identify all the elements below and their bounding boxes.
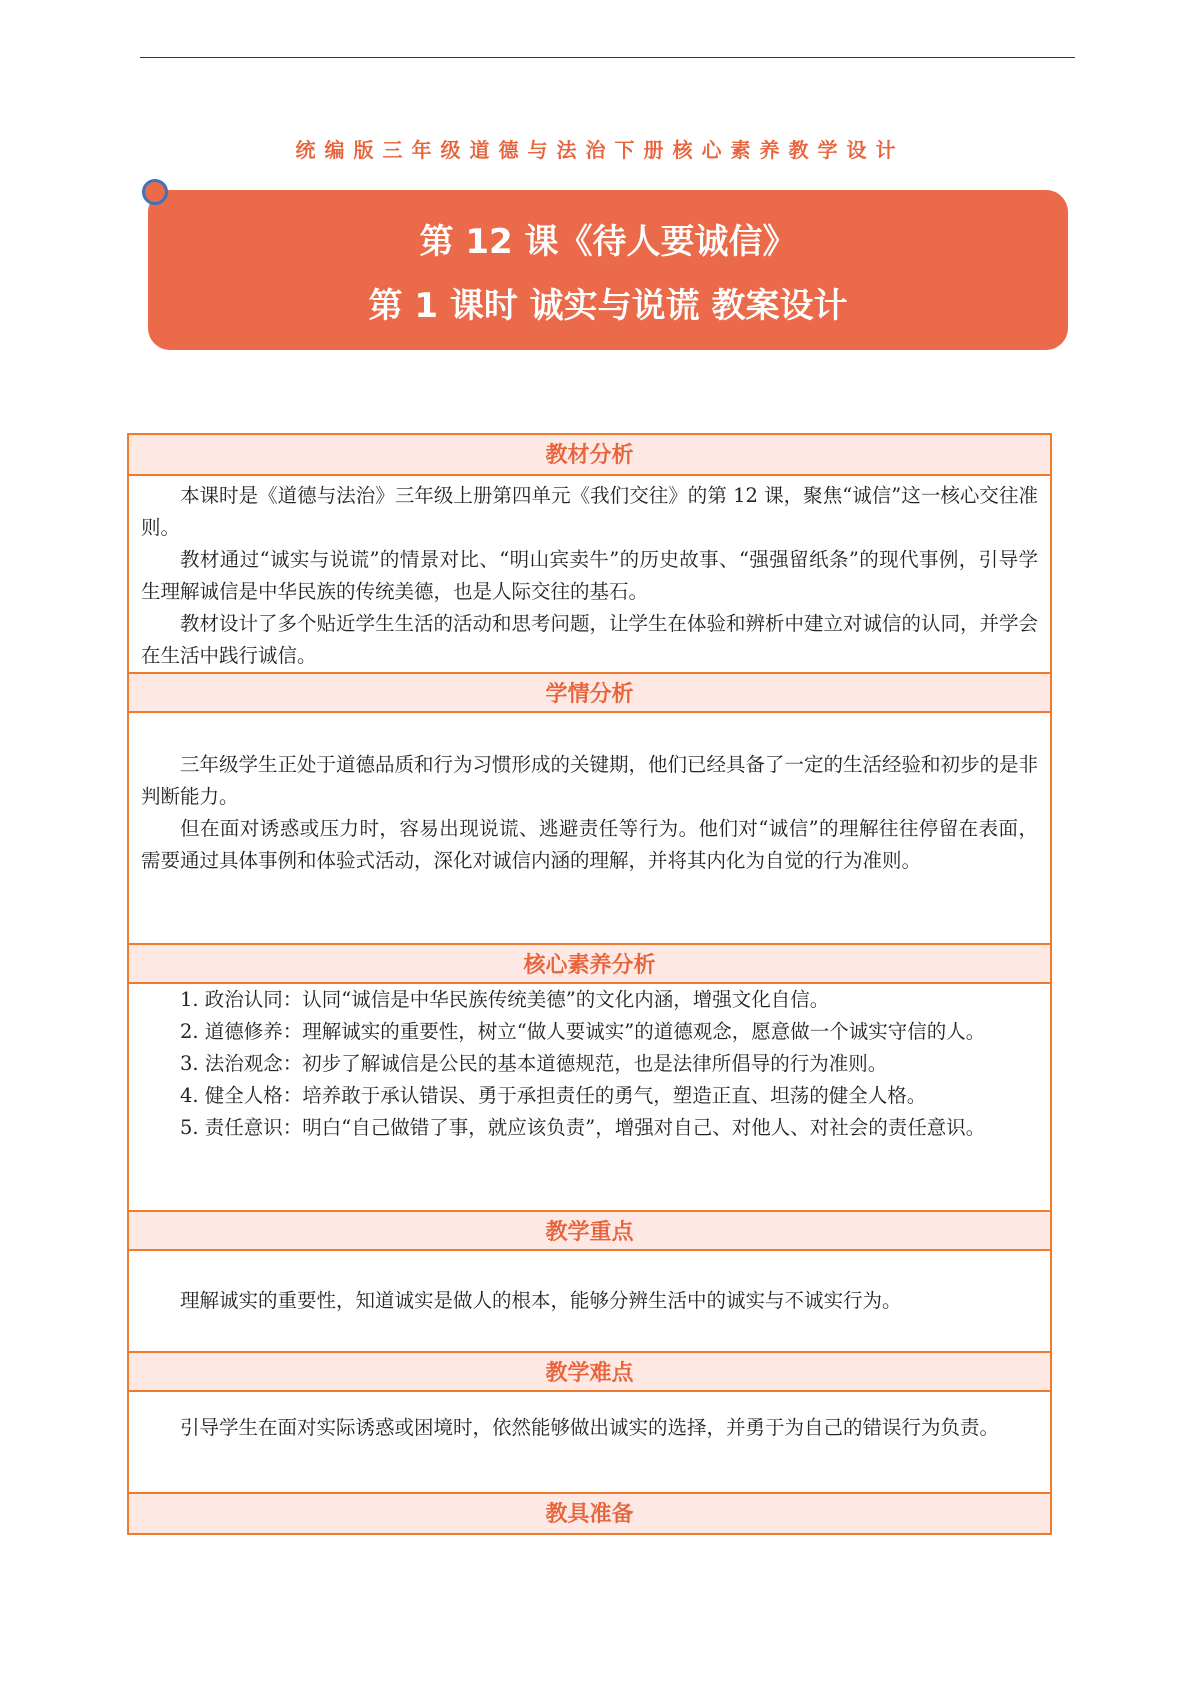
paragraph: 引导学生在面对实际诱惑或困境时，依然能够做出诚实的选择，并勇于为自己的错误行为负责。 xyxy=(180,1416,1000,1439)
section-heading-teaching-difficulty: 教学难点 xyxy=(129,1351,1050,1392)
paragraph: 教材通过“诚实与说谎”的情景对比、“明山宾卖牛”的历史故事、“强强留纸条”的现代事例，引导学生理解诚信是中华民族的传统美德，也是人际交往的基石。 xyxy=(141,548,1038,603)
list-item: 4. 健全人格：培养敢于承认错误、勇于承担责任的勇气，塑造正直、坦荡的健全人格。 xyxy=(180,1084,927,1107)
section-heading-teaching-aids: 教具准备 xyxy=(129,1492,1050,1533)
lesson-plan-table xyxy=(127,433,1052,1535)
section-heading-textbook-analysis: 教材分析 xyxy=(129,435,1050,476)
list-item: 1. 政治认同：认同“诚信是中华民族传统美德”的文化内涵，增强文化自信。 xyxy=(180,988,830,1011)
list-item: 5. 责任意识：明白“自己做错了事，就应该负责”，增强对自己、对他人、对社会的责任意识。 xyxy=(180,1116,986,1139)
section-body-core-literacy xyxy=(129,984,1050,1210)
lesson-subtitle: 第 1 课时 诚实与说谎 教案设计 xyxy=(368,286,848,326)
paragraph: 但在面对诱惑或压力时，容易出现说谎、逃避责任等行为。他们对“诚信”的理解往往停留在表面，需要通过具体事例和体验式活动，深化对诚信内涵的理解，并将其内化为自觉的行为准则。 xyxy=(141,817,1038,872)
section-heading-teaching-focus: 教学重点 xyxy=(129,1210,1050,1251)
list-item: 3. 法治观念：初步了解诚信是公民的基本道德规范，也是法律所倡导的行为准则。 xyxy=(180,1052,888,1075)
section-body-teaching-difficulty xyxy=(129,1392,1050,1492)
paragraph: 三年级学生正处于道德品质和行为习惯形成的关键期，他们已经具备了一定的生活经验和初步的是非判断能力。 xyxy=(141,753,1039,808)
series-title: 统编版三年级道德与法治下册核心素养教学设计 xyxy=(295,138,905,162)
list-item: 2. 道德修养：理解诚实的重要性，树立“做人要诚实”的道德观念，愿意做一个诚实守信的人。 xyxy=(180,1020,986,1043)
lesson-banner xyxy=(148,190,1068,350)
section-body-textbook-analysis xyxy=(129,476,1050,672)
lesson-title: 第 12 课《待人要诚信》 xyxy=(419,222,797,262)
paragraph: 理解诚实的重要性，知道诚实是做人的根本，能够分辨生活中的诚实与不诚实行为。 xyxy=(180,1289,902,1312)
paragraph: 本课时是《道德与法治》三年级上册第四单元《我们交往》的第 12 课，聚焦“诚信”这一核心交往准则。 xyxy=(141,484,1038,539)
banner-dot-icon xyxy=(142,179,168,205)
section-heading-student-analysis: 学情分析 xyxy=(129,672,1050,713)
paragraph: 教材设计了多个贴近学生生活的活动和思考问题，让学生在体验和辨析中建立对诚信的认同，并学会在生活中践行诚信。 xyxy=(141,612,1039,667)
section-heading-core-literacy: 核心素养分析 xyxy=(129,943,1050,984)
section-body-student-analysis xyxy=(129,713,1050,943)
section-body-teaching-focus xyxy=(129,1251,1050,1351)
top-rule xyxy=(140,57,1075,58)
